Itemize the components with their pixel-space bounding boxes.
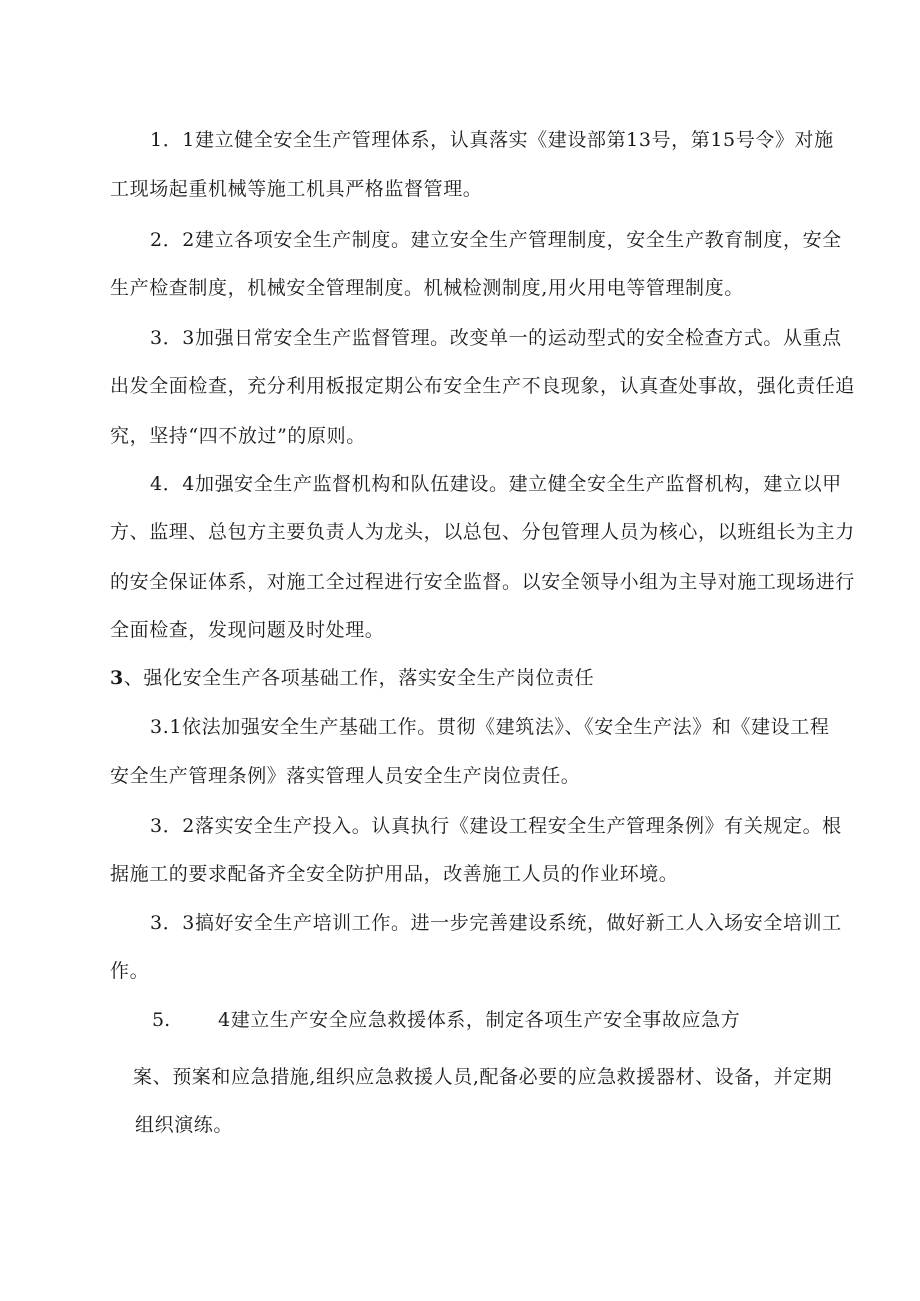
section-3-1-line-1: 3.1依法加强安全生产基础工作。贯彻《建筑法》、《安全生产法》和《建设工程 [150, 716, 830, 738]
section-3-2-line-1: 3．2落实安全生产投入。认真执行《建设工程安全生产管理条例》有关规定。根 [150, 815, 842, 837]
section-3-3-line-1: 3．3搞好安全生产培训工作。进一步完善建设系统，做好新工人入场安全培训工 [150, 912, 842, 934]
paragraph-4-4-line-1: 4．4加强安全生产监督机构和队伍建设。建立健全安全生产监督机构，建立以甲 [150, 473, 842, 495]
paragraph-5-line-1: 4建立生产安全应急救援体系，制定各项生产安全事故应急方 [218, 1009, 741, 1031]
paragraph-5-number: 5. [152, 1009, 171, 1031]
paragraph-2-2-line-1: 2．2建立各项安全生产制度。建立安全生产管理制度，安全生产教育制度，安全 [150, 229, 842, 251]
section-3-1-line-2: 安全生产管理条例》落实管理人员安全生产岗位责任。 [110, 765, 581, 787]
paragraph-3-3-line-2: 出发全面检查，充分利用板报定期公布安全生产不良现象，认真查处事故，强化责任追 [110, 375, 855, 397]
section-3-heading [110, 666, 825, 690]
paragraph-3-3-line-1: 3．3加强日常安全生产监督管理。改变单一的运动型式的安全检查方式。从重点 [150, 327, 842, 349]
section-3-3-line-2: 作。 [110, 960, 150, 982]
paragraph-4-4-line-3: 的安全保证体系，对施工全过程进行安全监督。以安全领导小组为主导对施工现场进行 [110, 571, 855, 593]
paragraph-4-4-line-2: 方、监理、总包方主要负责人为龙头，以总包、分包管理人员为核心，以班组长为主力 [110, 521, 855, 543]
paragraph-4-4-line-4: 全面检查，发现问题及时处理。 [110, 619, 385, 641]
paragraph-3-3-line-3: 究，坚持“四不放过”的原则。 [110, 425, 366, 447]
paragraph-1-1-line-1: 1．1建立健全安全生产管理体系，认真落实《建设部第13号，第15号令》对施 [150, 129, 834, 151]
section-3-2-line-2: 据施工的要求配备齐全安全防护用品，改善施工人员的作业环境。 [110, 863, 679, 885]
section-3-heading-number: 3 [110, 667, 124, 689]
paragraph-5-line-3: 组织演练。 [135, 1114, 234, 1136]
paragraph-5-line-2: 案、预案和应急措施,组织应急救援人员,配备必要的应急救援器材、设备，并定期 [133, 1066, 833, 1088]
paragraph-2-2-line-2: 生产检查制度，机械安全管理制度。机械检测制度,用火用电等管理制度。 [110, 277, 744, 299]
section-3-heading-text: 、强化安全生产各项基础工作，落实安全生产岗位责任 [123, 667, 595, 689]
paragraph-1-1-line-2: 工现场起重机械等施工机具严格监督管理。 [110, 178, 483, 200]
